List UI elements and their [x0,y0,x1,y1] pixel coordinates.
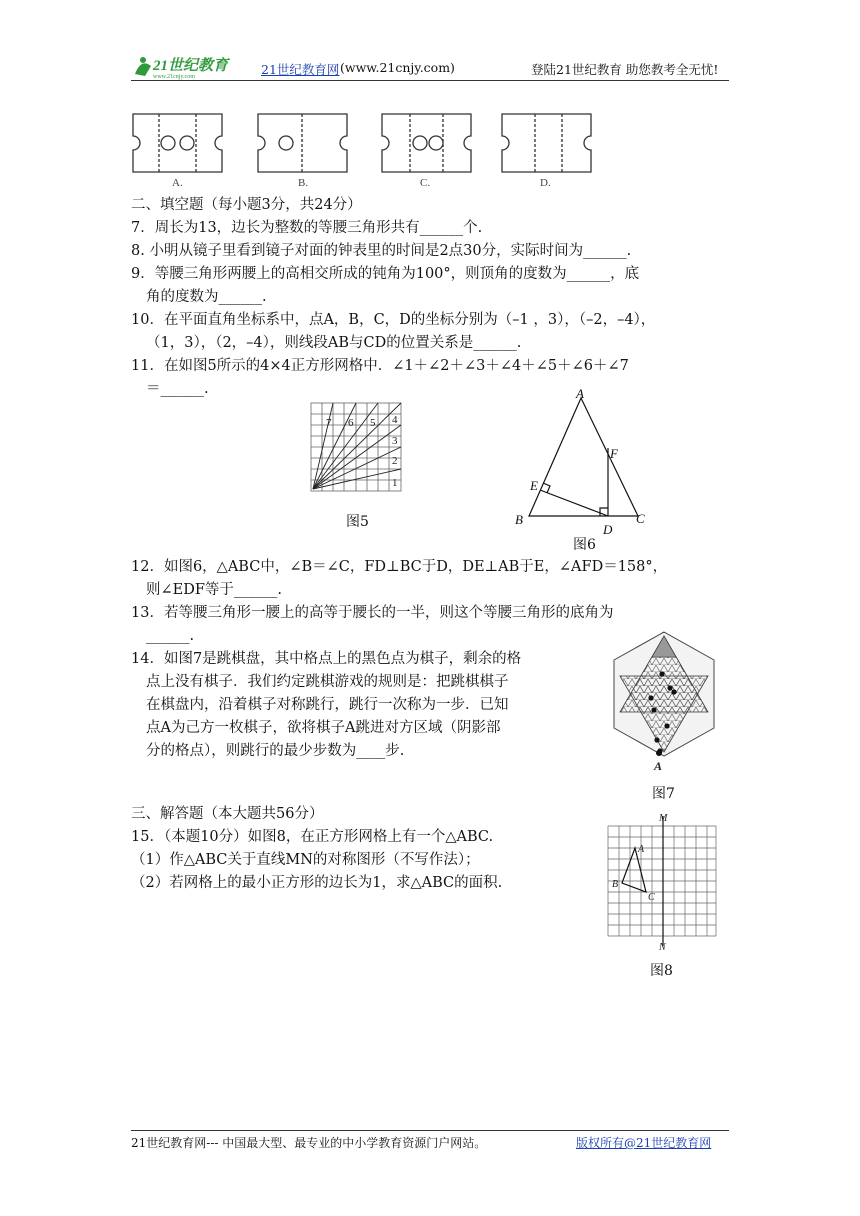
q11-line1: 11．在如图5所示的4×4正方形网格中．∠1＋∠2＋∠3＋∠4＋∠5＋∠6＋∠7 [131,358,629,374]
figure-6 [512,388,662,538]
q10-line1: 10．在平面直角坐标系中，点A，B，C，D的坐标分别为（–1 ，3），（–2，–4）， [131,312,656,328]
figure-5 [308,400,408,496]
fig7-caption: 图7 [652,786,675,802]
logo-text: 21世纪教育 [153,58,229,74]
fig6-point-b: B [515,512,523,527]
fig6-point-a: A [576,388,584,401]
fig8-point-a: A [638,844,645,855]
fig5-angle-3: 3 [392,435,398,447]
q12-line1: 12．如图6，△ABC中，∠B＝∠C，FD⊥BC于D，DE⊥AB于E，∠AFD＝158°， [131,559,668,575]
site-url: (www.21cnjy.com) [340,60,455,75]
fig8-point-n: N [659,942,666,952]
figure-7 [604,630,724,775]
fig7-point-a: A [654,759,663,773]
q15-line3: （2）若网格上的最小正方形的边长为1，求△ABC的面积. [131,875,503,891]
q14-line2: 点上没有棋子．我们约定跳棋游戏的规则是：把跳棋棋子 [146,674,509,690]
fig5-angle-4: 4 [392,414,398,426]
footer-rule [131,1130,729,1131]
q9-line2: 角的度数为______. [146,289,267,305]
q9-line1: 9．等腰三角形两腰上的高相交所成的钝角为100°，则顶角的度数为______，底 [131,266,640,282]
fig5-angle-7: 7 [326,417,332,429]
fig6-point-c: C [636,511,645,526]
fig6-point-e: E [530,478,538,493]
logo-sub: www.21cnjy.com [153,74,195,80]
q14-line3: 在棋盘内，沿着棋子对称跳行，跳行一次称为一步．已知 [146,697,509,713]
q14-line4: 点A为己方一枚棋子，欲将棋子A跳进对方区域（阴影部 [146,720,501,736]
q14-line1: 14．如图7是跳棋盘，其中格点上的黑色点为棋子，剩余的格 [131,651,522,667]
q11-line2: ＝______. [146,381,209,397]
q12-line2: 则∠EDF等于______. [146,582,283,598]
q7: 7．周长为13，边长为整数的等腰三角形共有______个. [131,220,483,236]
site-link[interactable]: 21世纪教育网 [261,62,340,77]
q15-line1: 15．（本题10分）如图8，在正方形网格上有一个△ABC. [131,829,494,845]
fig5-angle-6: 6 [348,417,354,429]
option-b-label: B. [298,177,309,189]
options-figure [130,110,600,192]
fig5-caption: 图5 [346,514,369,530]
q13-line1: 13．若等腰三角形一腰上的高等于腰长的一半，则这个等腰三角形的底角为 [131,605,614,621]
figure-8 [600,810,724,952]
section2-title: 二、填空题（每小题3分，共24分） [131,197,362,213]
footer-copyright-link[interactable]: 版权所有@21世纪教育网 [576,1136,712,1150]
fig8-point-m: M [659,813,668,824]
fig8-point-c: C [648,892,655,903]
logo [131,52,241,80]
fig5-angle-2: 2 [392,455,398,467]
slogan: 登陆21世纪教育 助您教考全无忧! [531,62,719,77]
q15-line2: （1）作△ABC关于直线MN的对称图形（不写作法）； [131,852,480,868]
section3-title: 三、解答题（本大题共56分） [131,806,324,822]
fig8-caption: 图8 [650,963,673,979]
fig6-point-f: F [610,446,618,461]
q8: 8. 小明从镜子里看到镜子对面的钟表里的时间是2点30分，实际时间为______. [131,243,632,259]
footer-left: 21世纪教育网--- 中国最大型、最专业的中小学教育资源门户网站。 [131,1136,487,1150]
fig5-angle-5: 5 [370,417,376,429]
q13-line2: ______. [146,628,195,644]
fig5-angle-1: 1 [392,477,398,489]
option-c-label: C. [420,177,431,189]
q10-line2: （1，3），（2，–4），则线段AB与CD的位置关系是______. [146,335,522,351]
fig6-point-d: D [603,522,613,537]
fig6-caption: 图6 [573,537,596,553]
header-rule [131,80,729,81]
option-a-label: A. [172,177,183,189]
q14-line5: 分的格点），则跳行的最少步数为____步. [146,743,405,759]
fig8-point-b: B [612,879,619,890]
option-d-label: D. [540,177,551,189]
